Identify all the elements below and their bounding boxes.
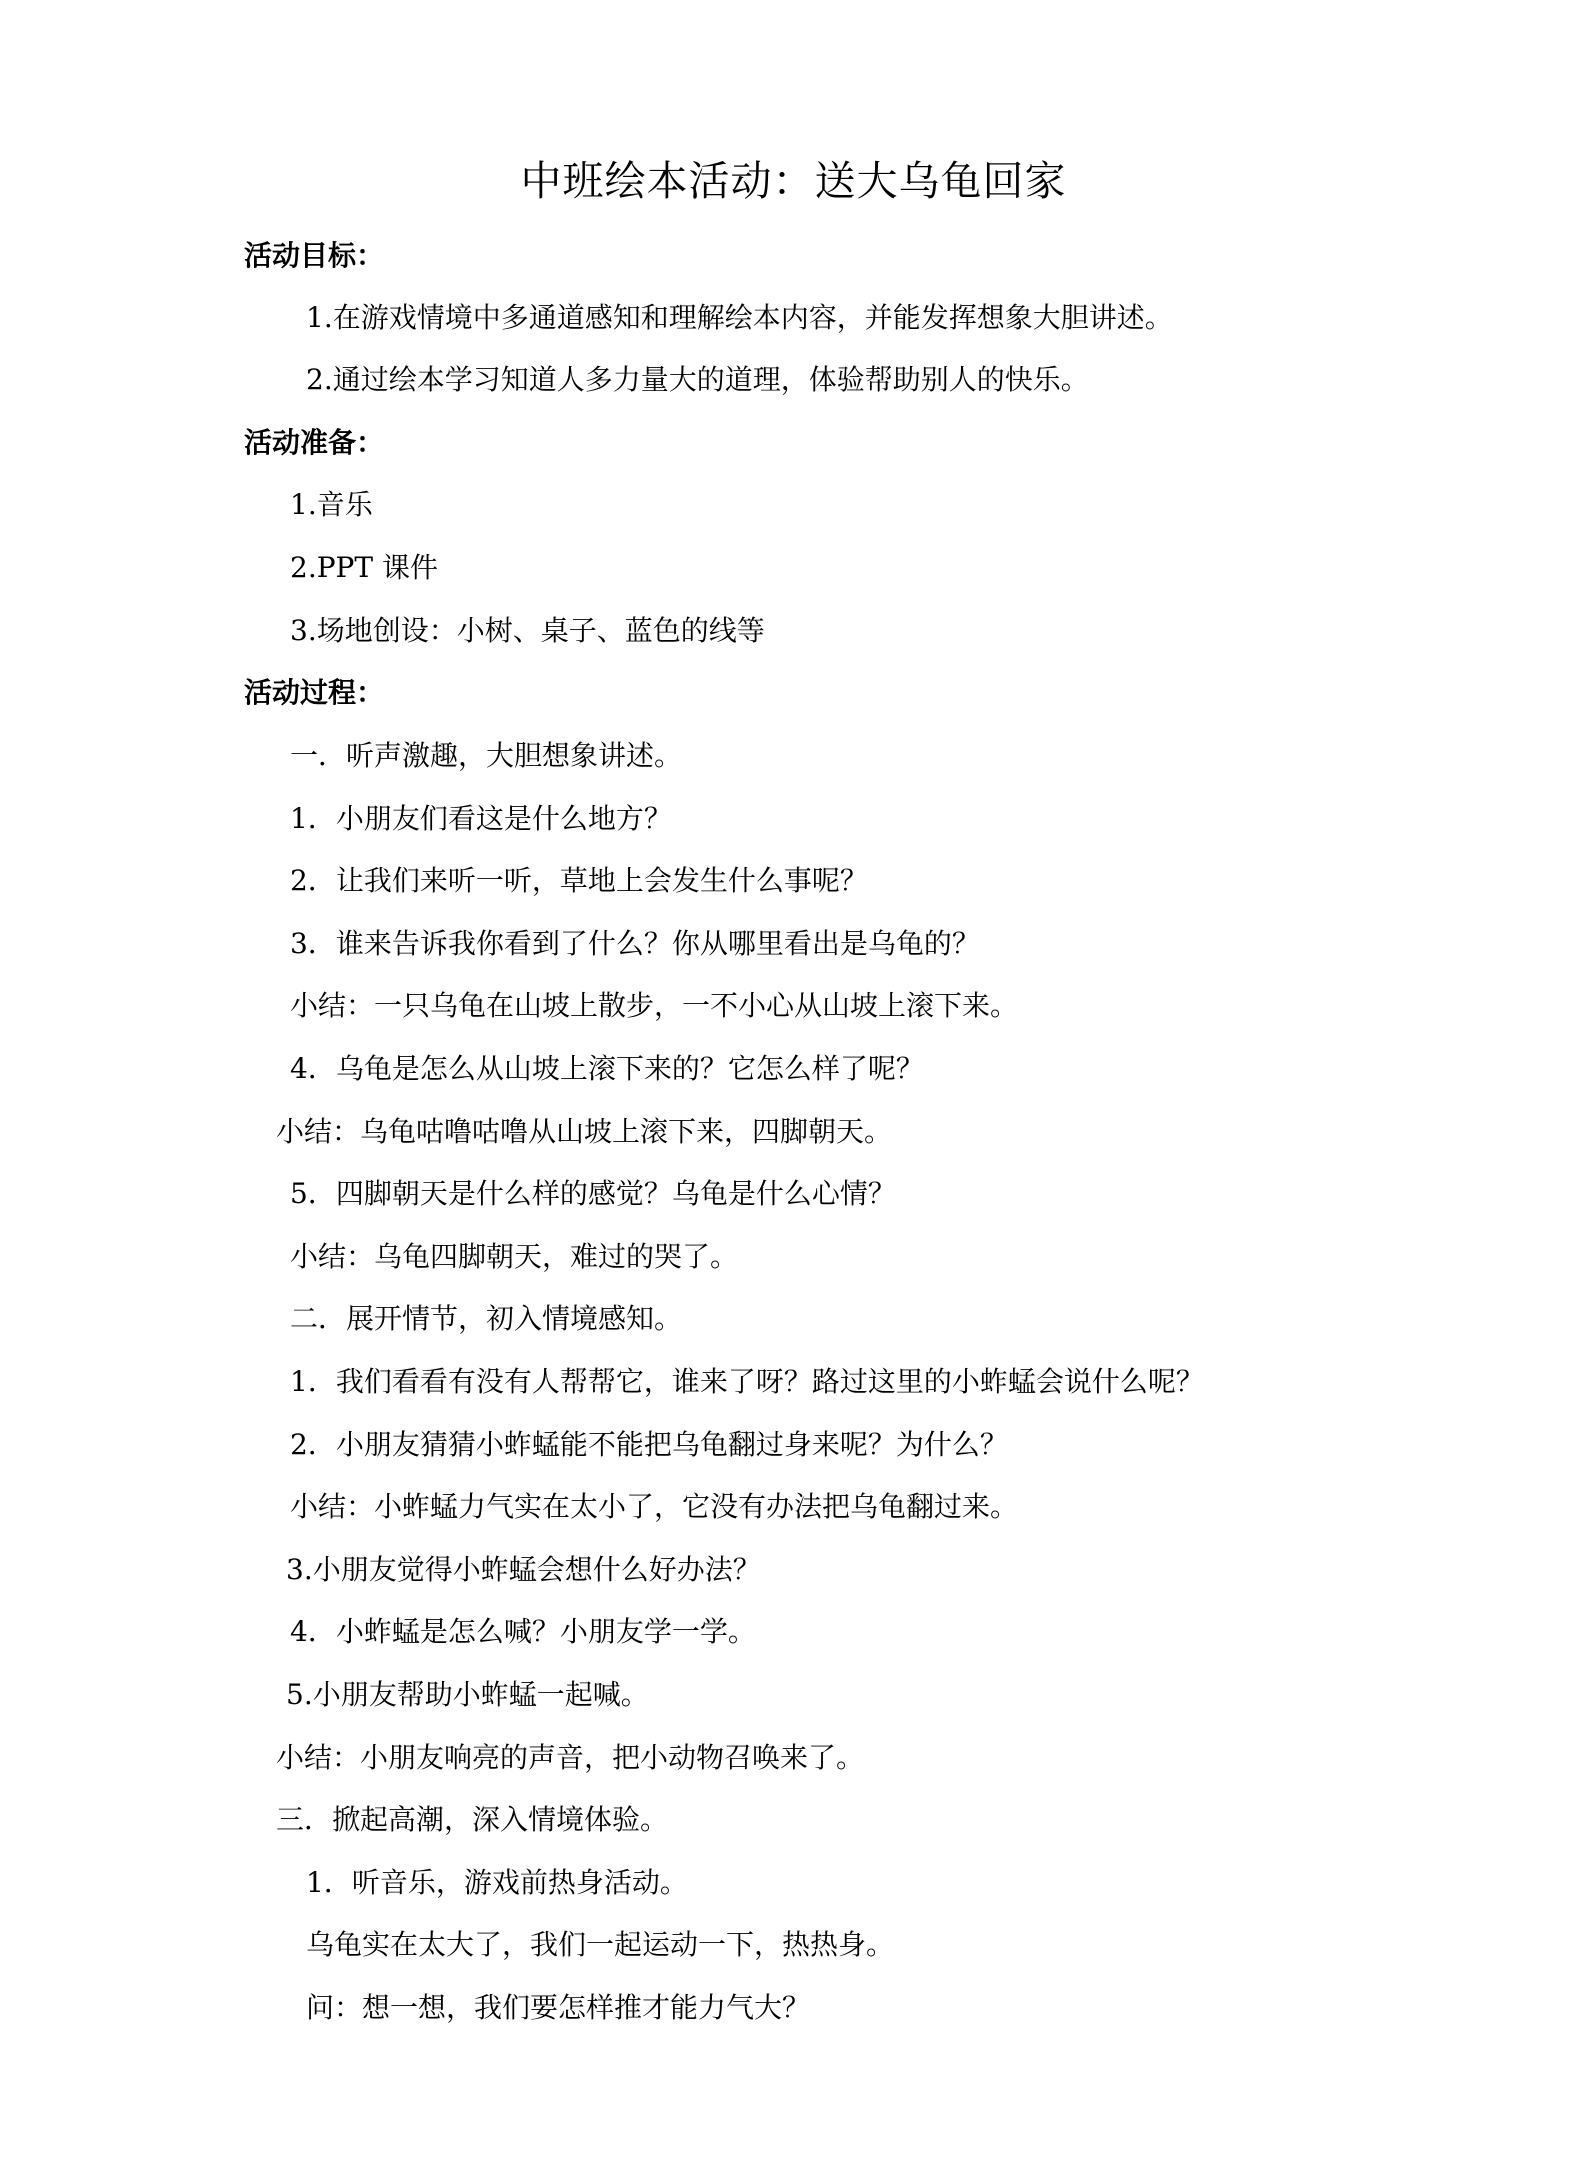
objective-item: 2.通过绘本学习知道人多力量大的道理，体验帮助别人的快乐。 bbox=[306, 363, 1089, 396]
process-line: 3.小朋友觉得小蚱蜢会想什么好办法？ bbox=[286, 1553, 761, 1586]
summary-line: 小结：乌龟咕噜咕噜从山坡上滚下来，四脚朝天。 bbox=[276, 1115, 893, 1148]
process-line: 3．谁来告诉我你看到了什么？你从哪里看出是乌龟的？ bbox=[290, 927, 980, 960]
document-title: 中班绘本活动：送大乌龟回家 bbox=[520, 157, 1067, 205]
section-heading-objectives: 活动目标： bbox=[244, 239, 385, 272]
process-line: 1．小朋友们看这是什么地方？ bbox=[290, 802, 672, 835]
part-heading: 二．展开情节，初入情境感知。 bbox=[290, 1302, 683, 1335]
preparation-item: 1.音乐 bbox=[290, 488, 373, 521]
section-heading-preparation: 活动准备： bbox=[244, 426, 385, 459]
summary-line: 小结：一只乌龟在山坡上散步，一不小心从山坡上滚下来。 bbox=[290, 989, 1019, 1022]
process-line: 2．小朋友猜猜小蚱蜢能不能把乌龟翻过身来呢？为什么？ bbox=[290, 1428, 1008, 1461]
process-line: 5.小朋友帮助小蚱蜢一起喊。 bbox=[286, 1678, 649, 1711]
part-heading: 三．掀起高潮，深入情境体验。 bbox=[276, 1803, 669, 1836]
summary-line: 小结：小朋友响亮的声音，把小动物召唤来了。 bbox=[276, 1741, 865, 1774]
process-line: 2．让我们来听一听，草地上会发生什么事呢？ bbox=[290, 864, 868, 897]
process-line: 4．乌龟是怎么从山坡上滚下来的？它怎么样了呢？ bbox=[290, 1052, 924, 1085]
part-heading: 一．听声激趣，大胆想象讲述。 bbox=[290, 739, 683, 772]
summary-line: 小结：乌龟四脚朝天，难过的哭了。 bbox=[290, 1240, 739, 1273]
process-line: 1．我们看看有没有人帮帮它，谁来了呀？路过这里的小蚱蜢会说什么呢？ bbox=[290, 1365, 1204, 1398]
section-heading-process: 活动过程： bbox=[244, 676, 385, 709]
objective-item: 1.在游戏情境中多通道感知和理解绘本内容，并能发挥想象大胆讲述。 bbox=[306, 301, 1173, 334]
process-line: 乌龟实在太大了，我们一起运动一下，热热身。 bbox=[306, 1928, 895, 1961]
summary-line: 小结：小蚱蜢力气实在太小了，它没有办法把乌龟翻过来。 bbox=[290, 1490, 1019, 1523]
preparation-item: 3.场地创设：小树、桌子、蓝色的线等 bbox=[290, 614, 765, 647]
process-line: 4．小蚱蜢是怎么喊？小朋友学一学。 bbox=[290, 1615, 756, 1648]
preparation-item: 2.PPT 课件 bbox=[290, 551, 438, 584]
process-line: 问：想一想，我们要怎样推才能力气大？ bbox=[306, 1991, 811, 2024]
process-line: 5．四脚朝天是什么样的感觉？乌龟是什么心情？ bbox=[290, 1177, 896, 1210]
process-line: 1．听音乐，游戏前热身活动。 bbox=[306, 1866, 688, 1899]
